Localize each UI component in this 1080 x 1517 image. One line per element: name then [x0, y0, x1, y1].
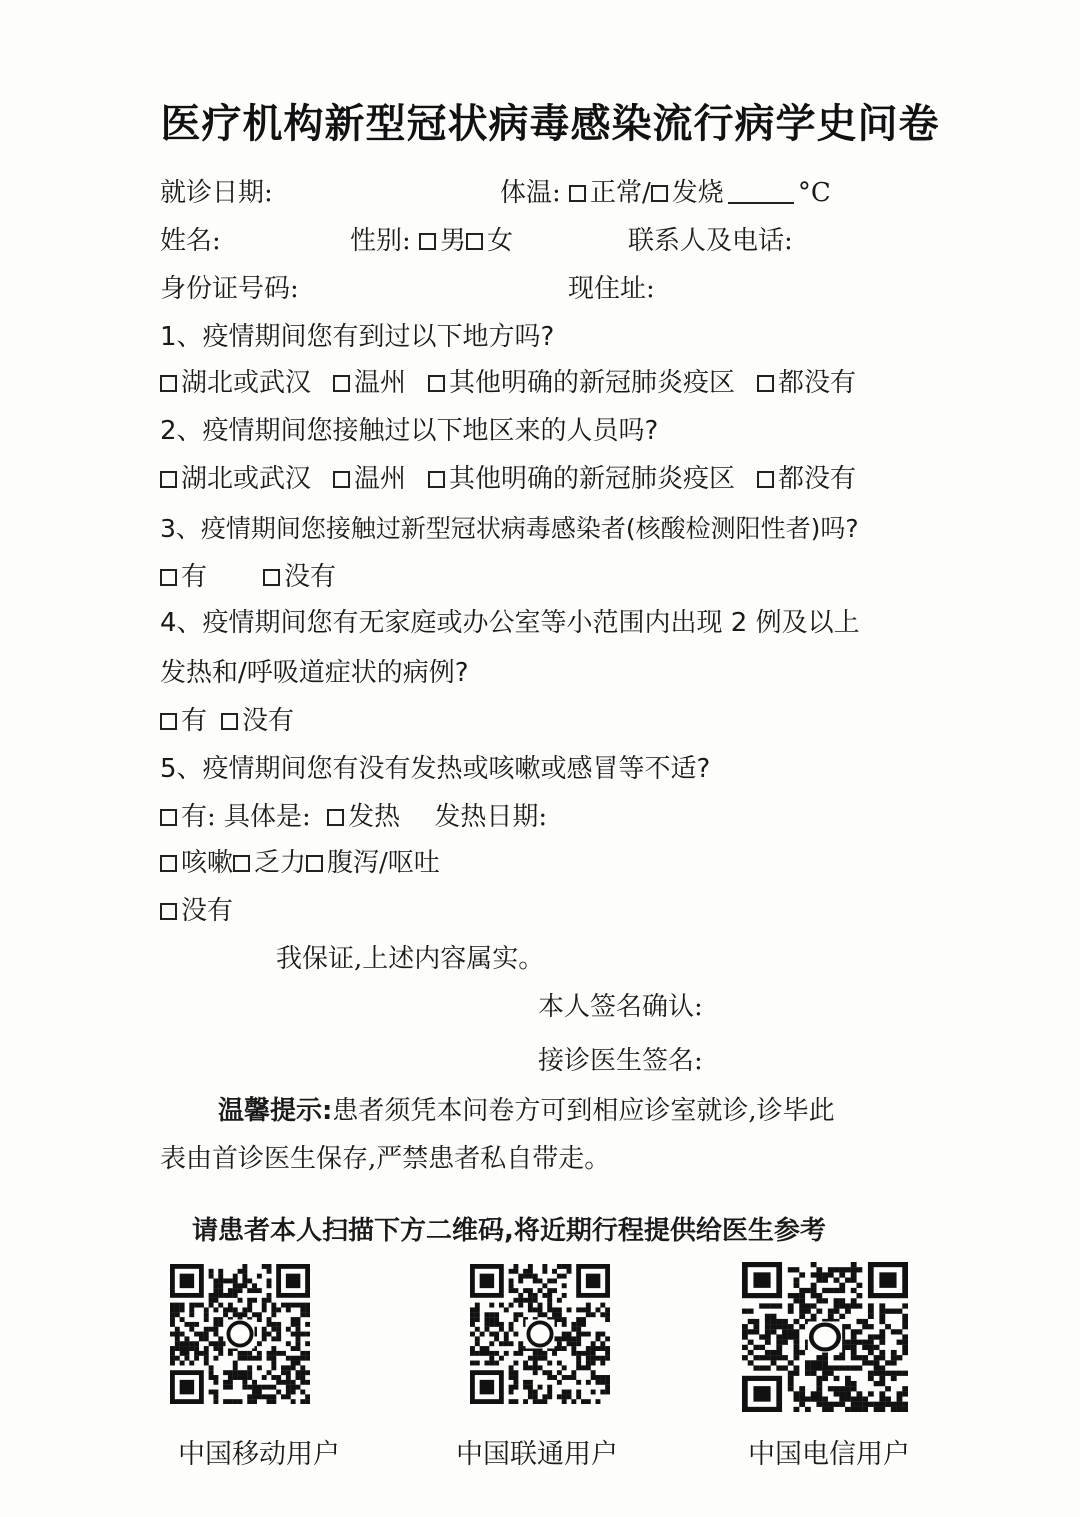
question-4-line-2: 发热和/呼吸道症状的病例?	[160, 658, 469, 688]
temperature-field	[500, 176, 831, 210]
question-2-options	[160, 462, 878, 496]
question-3: 3、疫情期间您接触过新型冠状病毒感染者(核酸检测阳性者)吗?	[160, 514, 859, 543]
gender-female-label: 女	[487, 226, 514, 256]
q2-checkbox-hubei[interactable]	[160, 471, 177, 488]
q3-option-no: 没有	[284, 562, 337, 592]
q2-checkbox-none[interactable]	[757, 471, 774, 488]
doctor-signature-label: 接诊医生签名:	[538, 1046, 703, 1076]
checkbox-male[interactable]	[419, 233, 436, 250]
q3-checkbox-yes[interactable]	[160, 569, 177, 586]
temperature-blank[interactable]	[728, 180, 794, 204]
contact-label: 联系人及电话:	[628, 226, 793, 256]
q5-fever-label: 发热	[348, 802, 401, 832]
qr-code-china-unicom[interactable]	[470, 1264, 610, 1404]
q3-checkbox-no[interactable]	[263, 569, 280, 586]
q1-option-other: 其他明确的新冠肺炎疫区	[449, 368, 736, 398]
q2-option-other: 其他明确的新冠肺炎疫区	[449, 464, 736, 494]
q1-checkbox-other[interactable]	[428, 375, 445, 392]
q5-checkbox-yes[interactable]	[160, 809, 177, 826]
checkbox-temp-fever[interactable]	[651, 185, 668, 202]
tip-label: 温馨提示:	[218, 1096, 333, 1126]
qr-instruction: 请患者本人扫描下方二维码,将近期行程提供给医生参考	[192, 1216, 826, 1246]
question-3-options	[160, 560, 358, 594]
temp-normal-label: 正常/	[590, 178, 651, 208]
q1-checkbox-none[interactable]	[757, 375, 774, 392]
self-signature-label: 本人签名确认:	[538, 992, 703, 1022]
q5-yes-label: 有: 具体是:	[181, 802, 311, 832]
q2-option-hubei: 湖北或武汉	[181, 464, 312, 494]
q2-checkbox-other[interactable]	[428, 471, 445, 488]
question-5-none-row	[160, 894, 233, 928]
checkbox-female[interactable]	[466, 233, 483, 250]
q1-option-hubei: 湖北或武汉	[181, 368, 312, 398]
q5-cough-label: 咳嗽	[181, 848, 234, 878]
qr-code-china-telecom[interactable]	[742, 1262, 908, 1412]
question-5-symptoms-row	[160, 846, 440, 880]
pledge-text: 我保证,上述内容属实。	[276, 944, 545, 974]
checkbox-temp-normal[interactable]	[569, 185, 586, 202]
q2-checkbox-wenzhou[interactable]	[333, 471, 350, 488]
q5-fever-date-label: 发热日期:	[434, 802, 548, 832]
q2-option-wenzhou: 温州	[354, 464, 407, 494]
name-label: 姓名:	[160, 226, 221, 256]
gender-male-label: 男	[440, 226, 467, 256]
q5-checkbox-fever[interactable]	[327, 809, 344, 826]
q3-option-yes: 有	[181, 562, 208, 592]
qr-label-china-unicom: 中国联通用户	[456, 1439, 618, 1470]
temp-fever-label: 发烧	[671, 178, 724, 208]
visit-date-label: 就诊日期:	[160, 178, 273, 208]
qr-label-china-telecom: 中国电信用户	[748, 1439, 910, 1470]
gender-field	[350, 224, 513, 258]
question-4-options	[160, 704, 316, 738]
q4-option-yes: 有	[181, 706, 208, 736]
question-2: 2、疫情期间您接触过以下地区来的人员吗?	[160, 416, 659, 446]
address-label: 现住址:	[568, 274, 655, 304]
q4-option-no: 没有	[242, 706, 295, 736]
question-5: 5、疫情期间您有没有发热或咳嗽或感冒等不适?	[160, 754, 711, 784]
question-4-line-1: 4、疫情期间您有无家庭或办公室等小范围内出现 2 例及以上	[160, 608, 860, 638]
q5-fatigue-label: 乏力	[254, 848, 307, 878]
tip-paragraph	[218, 1094, 835, 1128]
q4-checkbox-yes[interactable]	[160, 713, 177, 730]
question-5-yes-row	[160, 800, 547, 834]
q5-checkbox-cough[interactable]	[160, 855, 177, 872]
temperature-label: 体温:	[500, 178, 561, 208]
q2-option-none: 都没有	[778, 464, 857, 494]
question-1: 1、疫情期间您有到过以下地方吗?	[160, 322, 555, 352]
q5-checkbox-diarrhea[interactable]	[306, 855, 323, 872]
q5-checkbox-none[interactable]	[160, 903, 177, 920]
q5-checkbox-fatigue[interactable]	[233, 855, 250, 872]
question-1-options	[160, 366, 878, 400]
qr-code-china-mobile[interactable]	[170, 1264, 310, 1404]
q5-none-label: 没有	[181, 896, 234, 926]
tip-line-1: 患者须凭本问卷方可到相应诊室就诊,诊毕此	[332, 1096, 835, 1126]
q1-option-wenzhou: 温州	[354, 368, 407, 398]
qr-label-china-mobile: 中国移动用户	[178, 1439, 340, 1470]
gender-label: 性别:	[350, 226, 411, 256]
q4-checkbox-no[interactable]	[221, 713, 238, 730]
temp-unit: °C	[797, 178, 831, 208]
id-number-label: 身份证号码:	[160, 274, 299, 304]
tip-line-2: 表由首诊医生保存,严禁患者私自带走。	[160, 1144, 611, 1174]
q5-diarrhea-label: 腹泻/呕吐	[327, 848, 440, 878]
q1-checkbox-wenzhou[interactable]	[333, 375, 350, 392]
q1-option-none: 都没有	[778, 368, 857, 398]
page-title: 医疗机构新型冠状病毒感染流行病学史问卷	[160, 101, 940, 147]
q1-checkbox-hubei[interactable]	[160, 375, 177, 392]
